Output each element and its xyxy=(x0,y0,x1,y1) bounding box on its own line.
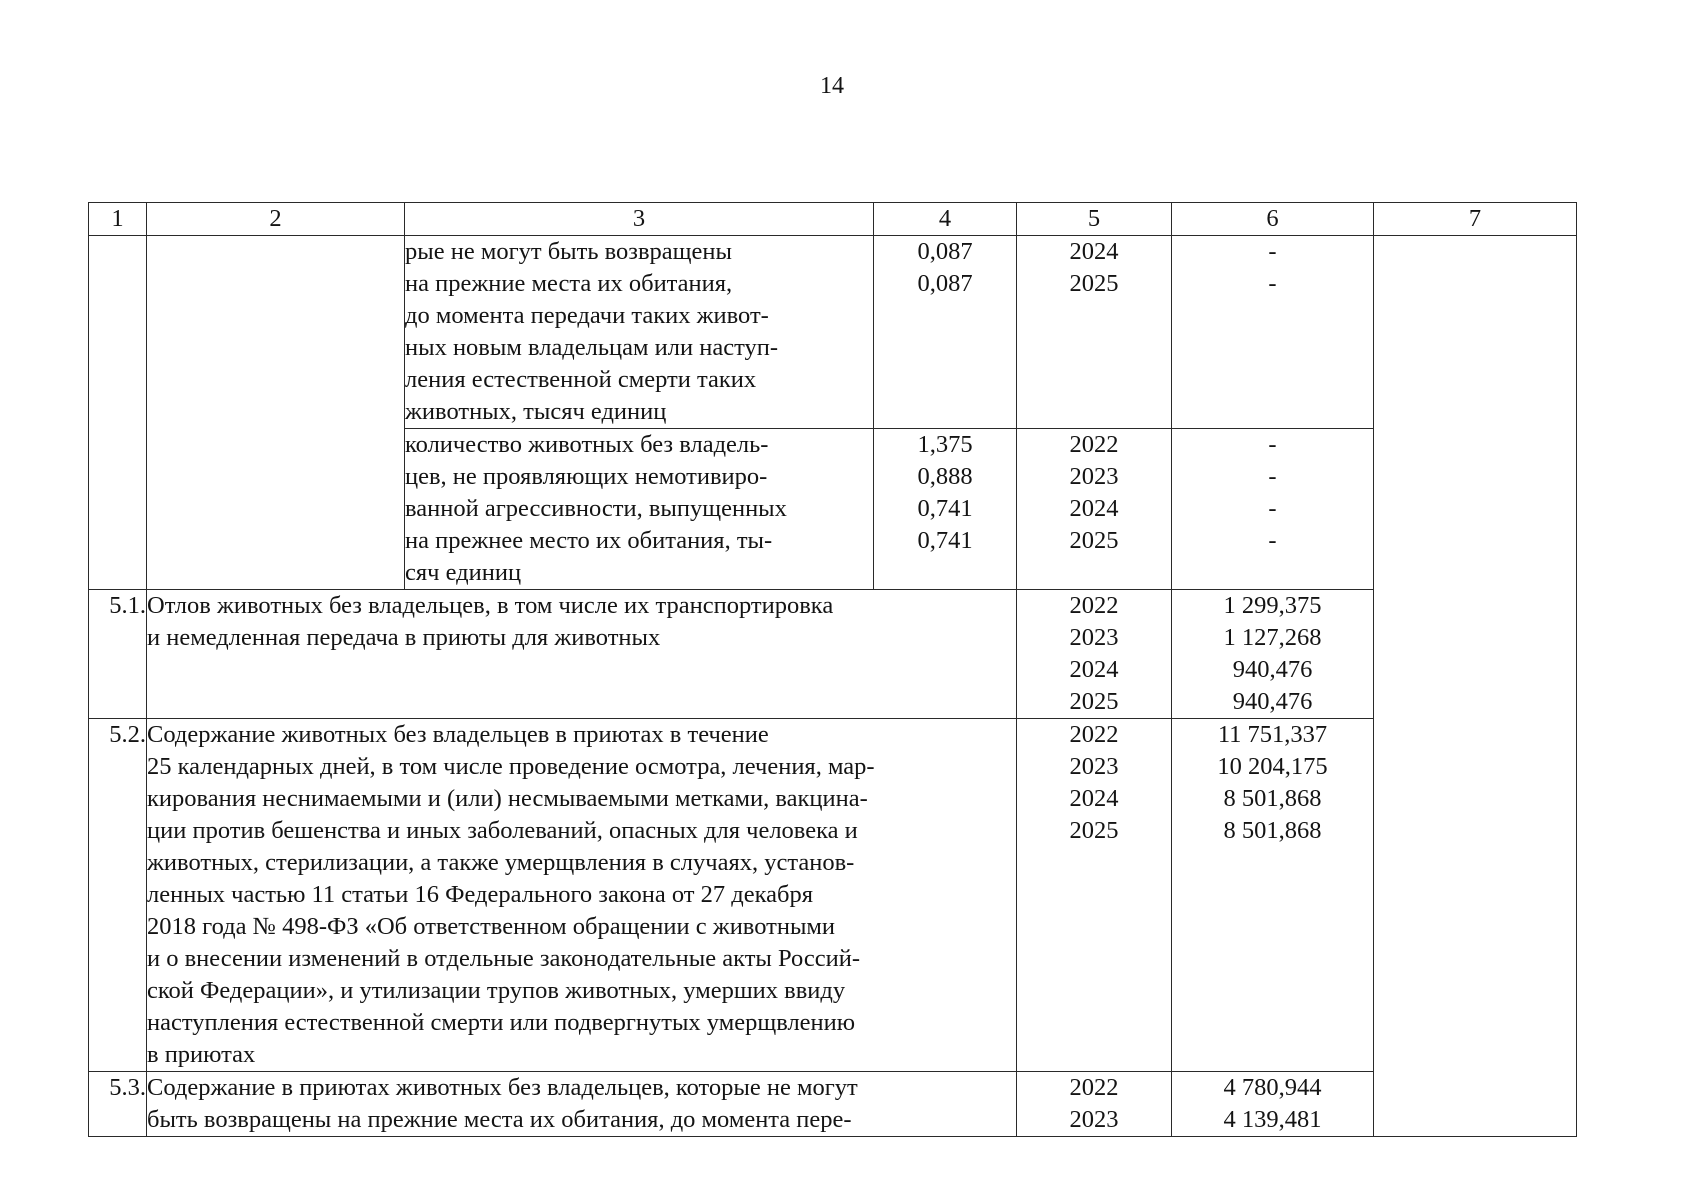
table-row xyxy=(89,590,1577,719)
cell-line: 1,375 xyxy=(917,431,973,458)
cell-line: 2024 xyxy=(1069,656,1119,683)
amount-cell xyxy=(1172,1072,1374,1137)
cell-line: 2018 года № 498-ФЗ «Об ответственном обращении с животными xyxy=(147,913,836,940)
cell-line: Отлов животных без владельцев, в том числе их транспортировка xyxy=(147,592,834,619)
cell-line: 11 751,337 xyxy=(1217,721,1328,748)
cell-line: 2023 xyxy=(1069,753,1119,780)
cell-line: 8 501,868 xyxy=(1223,785,1322,812)
row-description xyxy=(147,1072,1017,1137)
cell-line: 2022 xyxy=(1069,1074,1119,1101)
cell-line: 4 780,944 xyxy=(1223,1074,1322,1101)
cell-line: на прежние места их обитания, xyxy=(405,270,733,297)
cell-line: ции против бешенства и иных заболеваний, опасных для человека и xyxy=(147,817,858,844)
cell-line: 2022 xyxy=(1069,592,1119,619)
cell-line: и о внесении изменений в отдельные законодательные акты Россий- xyxy=(147,945,860,972)
cell-line: 8 501,868 xyxy=(1223,817,1322,844)
header-col-7: 7 xyxy=(1374,203,1577,236)
cell-line: 2025 xyxy=(1069,817,1119,844)
cell-line: 0,741 xyxy=(917,495,973,522)
cell-line: ных новым владельцам или наступ- xyxy=(405,334,779,361)
cell-line: 25 календарных дней, в том числе проведение осмотра, лечения, мар- xyxy=(147,753,875,780)
cell-line: Содержание животных без владельцев в приютах в течение xyxy=(147,721,769,748)
header-col-3: 3 xyxy=(405,203,874,236)
row-description xyxy=(147,719,1017,1072)
cell-line: в приютах xyxy=(147,1041,256,1068)
cell-line: - xyxy=(1268,495,1277,522)
cell-line: 4 139,481 xyxy=(1223,1106,1322,1133)
year-cell xyxy=(1017,590,1172,719)
cell-line: 0,741 xyxy=(917,527,973,554)
indicator-cell xyxy=(405,236,874,429)
cell-line: ской Федерации», и утилизации трупов животных, умерших ввиду xyxy=(147,977,846,1004)
row-description xyxy=(147,590,1017,719)
cell-line: 2023 xyxy=(1069,463,1119,490)
cell-line: 0,087 xyxy=(917,270,973,297)
header-col-5: 5 xyxy=(1017,203,1172,236)
empty-code-cell xyxy=(89,236,147,590)
table-row xyxy=(89,1072,1577,1137)
row-code: 5.2. xyxy=(89,719,147,1072)
cell-line: 940,476 xyxy=(1232,656,1313,683)
cell-line: животных, стерилизации, а также умерщвления в случаях, установ- xyxy=(147,849,855,876)
cell-line: 2024 xyxy=(1069,785,1119,812)
cell-line: 0,888 xyxy=(917,463,973,490)
cell-line: - xyxy=(1268,431,1277,458)
indicator-value-cell xyxy=(874,236,1017,429)
page-number: 14 xyxy=(820,73,844,99)
cell-line: ления естественной смерти таких xyxy=(405,366,757,393)
cell-line: животных, тысяч единиц xyxy=(405,398,667,425)
cell-line: - xyxy=(1268,527,1277,554)
cell-line: цев, не проявляющих немотивиро- xyxy=(405,463,768,490)
cell-line: 2025 xyxy=(1069,527,1119,554)
cell-line: 1 299,375 xyxy=(1223,592,1322,619)
column-7-cell xyxy=(1374,236,1577,1137)
cell-line: количество животных без владель- xyxy=(405,431,769,458)
cell-line: - xyxy=(1268,463,1277,490)
cell-line: на прежнее место их обитания, ты- xyxy=(405,527,773,554)
year-cell xyxy=(1017,429,1172,590)
cell-line: быть возвращены на прежние места их обитания, до момента пере- xyxy=(147,1106,852,1133)
cell-line: до момента передачи таких живот- xyxy=(405,302,769,329)
header-col-4: 4 xyxy=(874,203,1017,236)
header-col-2: 2 xyxy=(147,203,405,236)
cell-line: 2025 xyxy=(1069,688,1119,715)
header-col-6: 6 xyxy=(1172,203,1374,236)
cell-line: 2023 xyxy=(1069,1106,1119,1133)
cell-line: 2024 xyxy=(1069,495,1119,522)
cell-line: рые не могут быть возвращены xyxy=(405,238,732,265)
data-table xyxy=(88,202,1577,1137)
cell-line: 2022 xyxy=(1069,431,1119,458)
amount-cell xyxy=(1172,719,1374,1072)
year-cell xyxy=(1017,719,1172,1072)
header-row xyxy=(89,203,1577,236)
cell-line: - xyxy=(1268,238,1277,265)
cell-line: 0,087 xyxy=(917,238,973,265)
table-row xyxy=(89,719,1577,1072)
cell-line: 2023 xyxy=(1069,624,1119,651)
cell-line: 2022 xyxy=(1069,721,1119,748)
cell-line: 2025 xyxy=(1069,270,1119,297)
row-code: 5.1. xyxy=(89,590,147,719)
cell-line: 1 127,268 xyxy=(1223,624,1322,651)
cell-line: наступления естественной смерти или подвергнутых умерщвлению xyxy=(147,1009,856,1036)
indicator-value-cell xyxy=(874,429,1017,590)
table-row xyxy=(89,236,1577,429)
indicator-cell xyxy=(405,429,874,590)
empty-name-cell xyxy=(147,236,405,590)
cell-line: и немедленная передача в приюты для животных xyxy=(147,624,661,651)
cell-line: 2024 xyxy=(1069,238,1119,265)
row-code: 5.3. xyxy=(89,1072,147,1137)
cell-line: сяч единиц xyxy=(405,559,522,586)
amount-cell xyxy=(1172,429,1374,590)
cell-line: ленных частью 11 статьи 16 Федерального закона от 27 декабря xyxy=(147,881,813,908)
cell-line: - xyxy=(1268,270,1277,297)
amount-cell xyxy=(1172,236,1374,429)
year-cell xyxy=(1017,236,1172,429)
cell-line: ванной агрессивности, выпущенных xyxy=(405,495,787,522)
year-cell xyxy=(1017,1072,1172,1137)
header-col-1: 1 xyxy=(89,203,147,236)
cell-line: 10 204,175 xyxy=(1217,753,1328,780)
cell-line: кирования неснимаемыми и (или) несмываемыми метками, вакцина- xyxy=(147,785,868,812)
amount-cell xyxy=(1172,590,1374,719)
cell-line: Содержание в приютах животных без владельцев, которые не могут xyxy=(147,1074,858,1101)
cell-line: 940,476 xyxy=(1232,688,1313,715)
